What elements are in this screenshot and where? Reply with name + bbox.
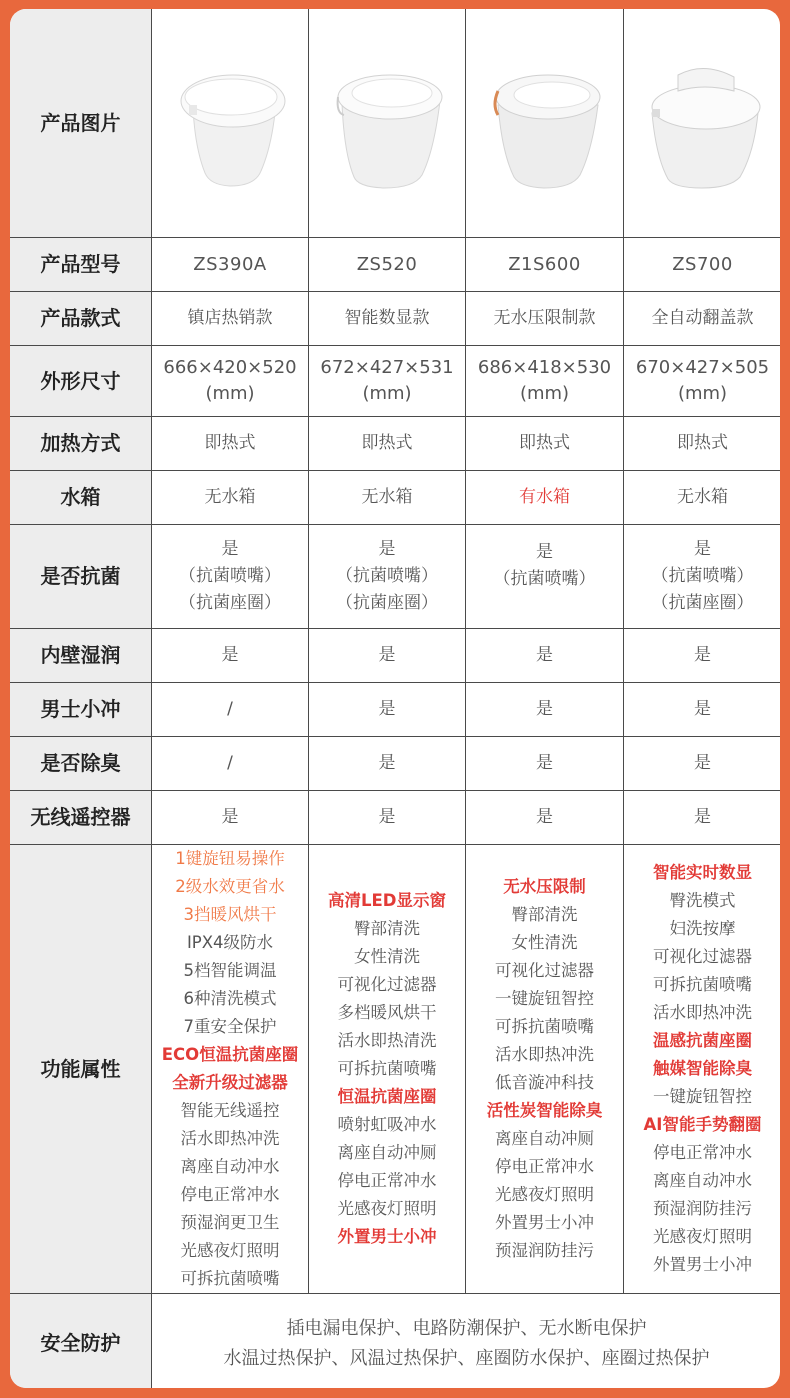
safety-line: 水温过热保护、风温过热保护、座圈防水保护、座圈过热保护 [223, 1347, 710, 1369]
male-cell: 是 [624, 683, 781, 737]
row-size [10, 346, 780, 417]
model-cell: ZS700 [624, 238, 781, 292]
male-cell: / [152, 683, 309, 737]
size-cell [309, 346, 466, 417]
style-cell: 无水压限制款 [466, 292, 624, 346]
feature-item: 离座自动冲厕 [495, 1129, 594, 1148]
feature-item: 活水即热清洗 [337, 1031, 437, 1050]
feature-item: IPX4级防水 [186, 933, 274, 952]
row-label: 产品型号 [10, 238, 152, 292]
row-label: 加热方式 [10, 417, 152, 471]
row-label: 产品图片 [10, 9, 152, 238]
row-deodorize [10, 737, 780, 791]
feature-item: 女性清洗 [354, 947, 420, 966]
feature-item: 臀洗模式 [669, 891, 736, 910]
feature-item: 可视化过滤器 [337, 975, 437, 994]
feature-item: 无水压限制 [503, 877, 586, 896]
remote-cell: 是 [152, 791, 309, 845]
size-unit: (mm) [205, 383, 255, 404]
feature-item: 离座自动冲水 [180, 1157, 280, 1176]
feature-item: 全新升级过滤器 [172, 1073, 288, 1092]
tank-cell: 无水箱 [152, 471, 309, 525]
heating-cell: 即热式 [152, 417, 309, 471]
row-product-image [10, 9, 780, 238]
feature-item: 温感抗菌座圈 [653, 1031, 752, 1050]
feature-item: 臀部清洗 [354, 919, 420, 938]
toilet-image [480, 53, 610, 193]
antibac-line: （抗菌喷嘴） [651, 566, 754, 586]
male-cell: 是 [309, 683, 466, 737]
tank-cell: 有水箱 [466, 471, 624, 525]
remote-cell: 是 [624, 791, 781, 845]
size-unit: (mm) [519, 383, 570, 404]
row-label: 是否抗菌 [10, 525, 152, 629]
row-male-rinse [10, 683, 780, 737]
deodor-cell: 是 [309, 737, 466, 791]
safety-line: 插电漏电保护、电路防潮保护、无水断电保护 [286, 1317, 647, 1339]
features-cell [466, 845, 624, 1294]
feature-item: 预湿润防挂污 [653, 1199, 752, 1218]
row-label: 水箱 [10, 471, 152, 525]
size-cell [624, 346, 781, 417]
tank-cell: 无水箱 [624, 471, 781, 525]
model-cell: ZS520 [309, 238, 466, 292]
feature-item: 高清LED显示窗 [328, 891, 446, 910]
male-cell: 是 [466, 683, 624, 737]
deodor-cell: / [152, 737, 309, 791]
feature-item: 5档智能调温 [183, 961, 277, 980]
antibac-line: （抗菌座圈） [336, 593, 438, 613]
toilet-image [638, 53, 768, 193]
feature-item: 恒温抗菌座圈 [337, 1087, 437, 1106]
feature-item: 可视化过滤器 [653, 947, 752, 966]
row-label: 是否除臭 [10, 737, 152, 791]
size-cell [152, 346, 309, 417]
style-cell: 全自动翻盖款 [624, 292, 781, 346]
product-image-z1s600 [466, 9, 624, 238]
row-heating [10, 417, 780, 471]
row-style [10, 292, 780, 346]
row-label: 产品款式 [10, 292, 152, 346]
row-label: 内壁湿润 [10, 629, 152, 683]
toilet-image [165, 53, 295, 193]
size-dims: 686×418×530 [477, 357, 612, 378]
antibac-line: （抗菌喷嘴） [493, 569, 596, 589]
feature-item: 智能无线遥控 [180, 1101, 280, 1120]
feature-item: 妇洗按摩 [669, 919, 736, 938]
antibac-line: （抗菌喷嘴） [336, 566, 438, 586]
size-unit: (mm) [362, 383, 412, 404]
row-features [10, 845, 780, 1294]
size-dims: 672×427×531 [320, 357, 454, 378]
wall-cell: 是 [309, 629, 466, 683]
wall-cell: 是 [624, 629, 781, 683]
feature-item: 活性炭智能除臭 [486, 1101, 603, 1120]
row-safety [10, 1294, 780, 1389]
row-model [10, 238, 780, 292]
style-cell: 智能数显款 [309, 292, 466, 346]
deodor-cell: 是 [624, 737, 781, 791]
feature-item: 外置男士小冲 [653, 1255, 752, 1274]
feature-item: 光感夜灯照明 [653, 1227, 752, 1246]
feature-item: 多档暖风烘干 [337, 1003, 437, 1022]
heating-cell: 即热式 [309, 417, 466, 471]
comparison-table [10, 9, 780, 1388]
feature-item: 一键旋钮智控 [495, 989, 594, 1008]
features-cell [309, 845, 466, 1294]
feature-item: 一键旋钮智控 [653, 1087, 752, 1106]
feature-item: 6种清洗模式 [183, 989, 277, 1008]
feature-item: 活水即热冲洗 [495, 1045, 594, 1064]
heating-cell: 即热式 [624, 417, 781, 471]
row-tank [10, 471, 780, 525]
row-inner-wall [10, 629, 780, 683]
feature-item: 光感夜灯照明 [180, 1241, 280, 1260]
toilet-image [322, 53, 452, 193]
feature-item: 光感夜灯照明 [337, 1199, 437, 1218]
deodor-cell: 是 [466, 737, 624, 791]
feature-item: 智能实时数显 [653, 863, 752, 882]
row-label: 男士小冲 [10, 683, 152, 737]
feature-item: 离座自动冲厕 [337, 1143, 437, 1162]
feature-item: 触媒智能除臭 [653, 1059, 752, 1078]
feature-item: 可拆抗菌喷嘴 [495, 1017, 594, 1036]
antibac-line: 是 [378, 539, 396, 559]
features-cell [624, 845, 781, 1294]
feature-item: 停电正常冲水 [180, 1185, 280, 1204]
feature-item: ECO恒温抗菌座圈 [161, 1045, 299, 1064]
feature-item: 停电正常冲水 [653, 1143, 752, 1162]
feature-item: 可拆抗菌喷嘴 [337, 1059, 437, 1078]
remote-cell: 是 [466, 791, 624, 845]
feature-item: 喷射虹吸冲水 [337, 1115, 437, 1134]
model-cell: Z1S600 [466, 238, 624, 292]
feature-item: 可拆抗菌喷嘴 [180, 1269, 280, 1288]
antibac-cell [466, 525, 624, 629]
feature-item: 可拆抗菌喷嘴 [653, 975, 752, 994]
safety-cell [152, 1294, 781, 1389]
feature-item: 臀部清洗 [511, 905, 578, 924]
feature-item: AI智能手势翻圈 [643, 1115, 762, 1134]
feature-item: 7重安全保护 [183, 1017, 277, 1036]
antibac-line: 是 [694, 539, 711, 559]
product-image-zs520 [309, 9, 466, 238]
antibac-line: 是 [536, 542, 553, 562]
antibac-cell [309, 525, 466, 629]
wall-cell: 是 [466, 629, 624, 683]
feature-item: 可视化过滤器 [495, 961, 594, 980]
comparison-card [10, 9, 780, 1388]
feature-item: 预湿润防挂污 [495, 1241, 594, 1260]
row-antibacterial [10, 525, 780, 629]
feature-item: 外置男士小冲 [337, 1227, 437, 1246]
wall-cell: 是 [152, 629, 309, 683]
antibac-line: （抗菌座圈） [651, 593, 754, 613]
antibac-cell [152, 525, 309, 629]
feature-item: 预湿润更卫生 [180, 1213, 280, 1232]
feature-item: 停电正常冲水 [337, 1171, 437, 1190]
row-label: 功能属性 [10, 845, 152, 1294]
feature-item: 活水即热冲洗 [653, 1003, 752, 1022]
features-cell [152, 845, 309, 1294]
feature-item: 光感夜灯照明 [495, 1185, 594, 1204]
row-remote [10, 791, 780, 845]
feature-item: 1键旋钮易操作 [175, 849, 285, 868]
size-cell [466, 346, 624, 417]
feature-item: 低音漩冲科技 [495, 1073, 594, 1092]
antibac-line: （抗菌座圈） [179, 593, 281, 613]
feature-item: 2级水效更省水 [175, 877, 285, 896]
antibac-cell [624, 525, 781, 629]
feature-item: 离座自动冲水 [653, 1171, 752, 1190]
heating-cell: 即热式 [466, 417, 624, 471]
feature-item: 3挡暖风烘干 [183, 905, 277, 924]
antibac-line: 是 [221, 539, 239, 559]
feature-item: 女性清洗 [511, 933, 578, 952]
size-dims: 666×420×520 [163, 357, 297, 378]
size-unit: (mm) [677, 383, 728, 404]
feature-item: 停电正常冲水 [495, 1157, 594, 1176]
feature-item: 活水即热冲洗 [180, 1129, 280, 1148]
product-image-zs700 [624, 9, 781, 238]
size-dims: 670×427×505 [635, 357, 770, 378]
remote-cell: 是 [309, 791, 466, 845]
product-image-zs390a [152, 9, 309, 238]
tank-cell: 无水箱 [309, 471, 466, 525]
row-label: 安全防护 [10, 1294, 152, 1389]
style-cell: 镇店热销款 [152, 292, 309, 346]
model-cell: ZS390A [152, 238, 309, 292]
feature-item: 外置男士小冲 [495, 1213, 594, 1232]
row-label: 无线遥控器 [10, 791, 152, 845]
antibac-line: （抗菌喷嘴） [179, 566, 281, 586]
row-label: 外形尺寸 [10, 346, 152, 417]
